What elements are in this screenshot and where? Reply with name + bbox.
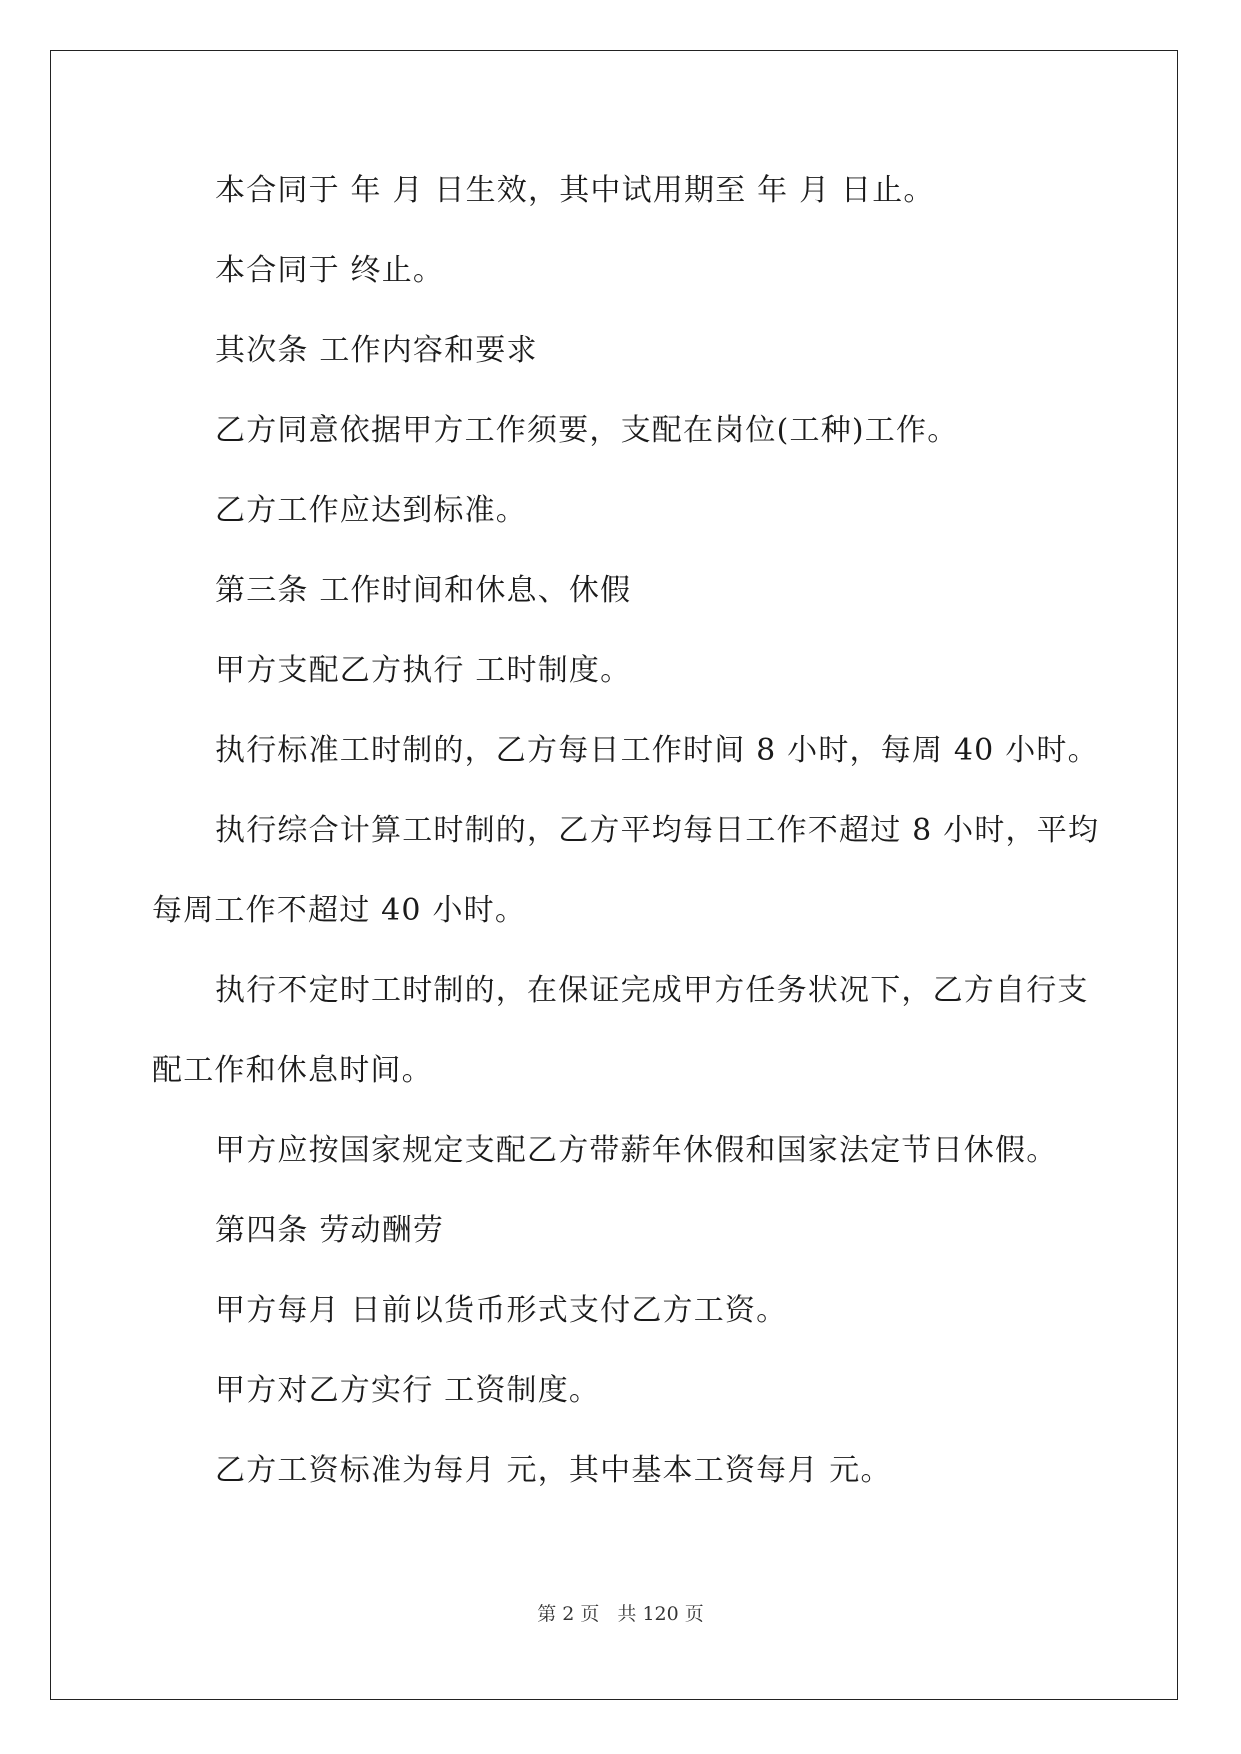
section-heading: 第四条 劳动酬劳 bbox=[215, 1213, 445, 1248]
section-heading: 第三条 工作时间和休息、休假 bbox=[215, 573, 632, 608]
text-line: 执行综合计算工时制的，乙方平均每日工作不超过 8 小时，平均 bbox=[215, 813, 1100, 848]
text-line: 本合同于 年 月 日生效，其中试用期至 年 月 日止。 bbox=[215, 173, 935, 208]
text-line: 执行标准工时制的，乙方每日工作时间 8 小时，每周 40 小时。 bbox=[215, 733, 1099, 768]
section-heading: 其次条 工作内容和要求 bbox=[215, 333, 538, 368]
page-total: 共 120 页 bbox=[617, 1603, 704, 1625]
text-line: 甲方对乙方实行 工资制度。 bbox=[215, 1373, 601, 1408]
text-line: 每周工作不超过 40 小时。 bbox=[152, 893, 527, 928]
text-line: 乙方同意依据甲方工作须要，支配在岗位(工种)工作。 bbox=[215, 413, 959, 448]
page-number: 第 2 页 bbox=[537, 1603, 600, 1625]
text-line: 执行不定时工时制的，在保证完成甲方任务状况下，乙方自行支 bbox=[215, 973, 1089, 1008]
text-line: 乙方工资标准为每月 元，其中基本工资每月 元。 bbox=[215, 1453, 892, 1488]
text-line: 甲方每月 日前以货币形式支付乙方工资。 bbox=[215, 1293, 788, 1328]
text-line: 配工作和休息时间。 bbox=[152, 1053, 433, 1088]
text-line: 甲方支配乙方执行 工时制度。 bbox=[215, 653, 632, 688]
page-footer bbox=[0, 1602, 1241, 1626]
text-line: 甲方应按国家规定支配乙方带薪年休假和国家法定节日休假。 bbox=[215, 1133, 1058, 1168]
text-line: 本合同于 终止。 bbox=[215, 253, 445, 288]
text-line: 乙方工作应达到标准。 bbox=[215, 493, 527, 528]
